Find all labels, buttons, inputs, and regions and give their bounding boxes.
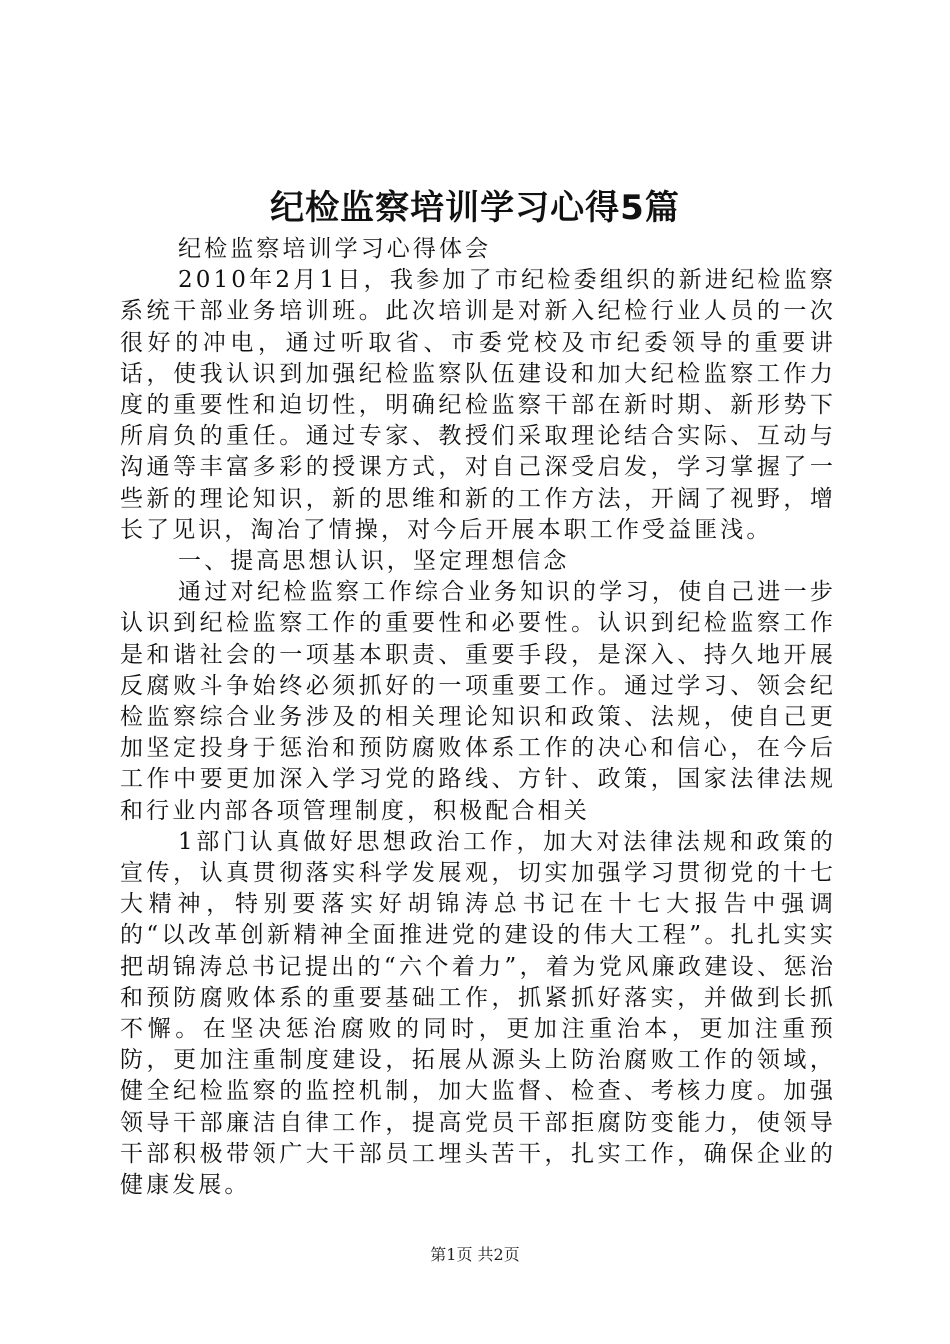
document-body bbox=[120, 234, 836, 1201]
section-paragraph: 通过对纪检监察工作综合业务知识的学习，使自己进一步认识到纪检监察工作的重要性和必要性。认识到纪检监察工作是和谐社会的一项基本职责、重要手段，是深入、持久地开展反腐败斗争始终必须抓好的一项重要工作。通过学习、领会纪检监察综合业务涉及的相关理论知识和政策、法规，使自己更加坚定投身于惩治和预防腐败体系工作的决心和信心，在今后工作中要更加深入学习党的路线、方针、政策，国家法律法规和行业内部各项管理制度，积极配合相关 bbox=[120, 579, 836, 824]
subtitle-paragraph: 纪检监察培训学习心得体会 bbox=[178, 236, 492, 262]
intro-paragraph: 2010年2月1日，我参加了市纪检委组织的新进纪检监察系统干部业务培训班。此次培训是对新入纪检行业人员的一次很好的冲电，通过听取省、市委党校及市纪委领导的重要讲话，使我认识到加强纪检监察队伍建设和加大纪检监察工作力度的重要性和迫切性，明确纪检监察干部在新时期、新形势下所肩负的重任。通过专家、教授们采取理论结合实际、互动与沟通等丰富多彩的授课方式，对自己深受启发，学习掌握了一些新的理论知识，新的思维和新的工作方法，开阔了视野，增长了见识，淘冶了情操，对今后开展本职工作受益匪浅。 bbox=[120, 267, 836, 543]
continuation-paragraph: 1部门认真做好思想政治工作，加大对法律法规和政策的宣传，认真贯彻落实科学发展观，切实加强学习贯彻党的十七大精神，特别要落实好胡锦涛总书记在十七大报告中强调的“以改革创新精神全面推进党的建设的伟大工程”。扎扎实实把胡锦涛总书记提出的“六个着力”，着为党风廉政建设、惩治和预防腐败体系的重要基础工作，抓紧抓好落实，并做到长抓不懈。在坚决惩治腐败的同时，更加注重治本，更加注重预防，更加注重制度建设，拓展从源头上防治腐败工作的领域，健全纪检监察的监控机制，加大监督、检查、考核力度。加强领导干部廉洁自律工作，提高党员干部拒腐防变能力，使领导干部积极带领广大干部员工埋头苦干，扎实工作，确保企业的健康发展。 bbox=[120, 828, 836, 1199]
document-title: 纪检监察培训学习心得5篇 bbox=[270, 188, 680, 228]
page-footer: 第1页 共2页 bbox=[430, 1245, 520, 1264]
section-heading: 一、提高思想认识，坚定理想信念 bbox=[178, 548, 570, 575]
